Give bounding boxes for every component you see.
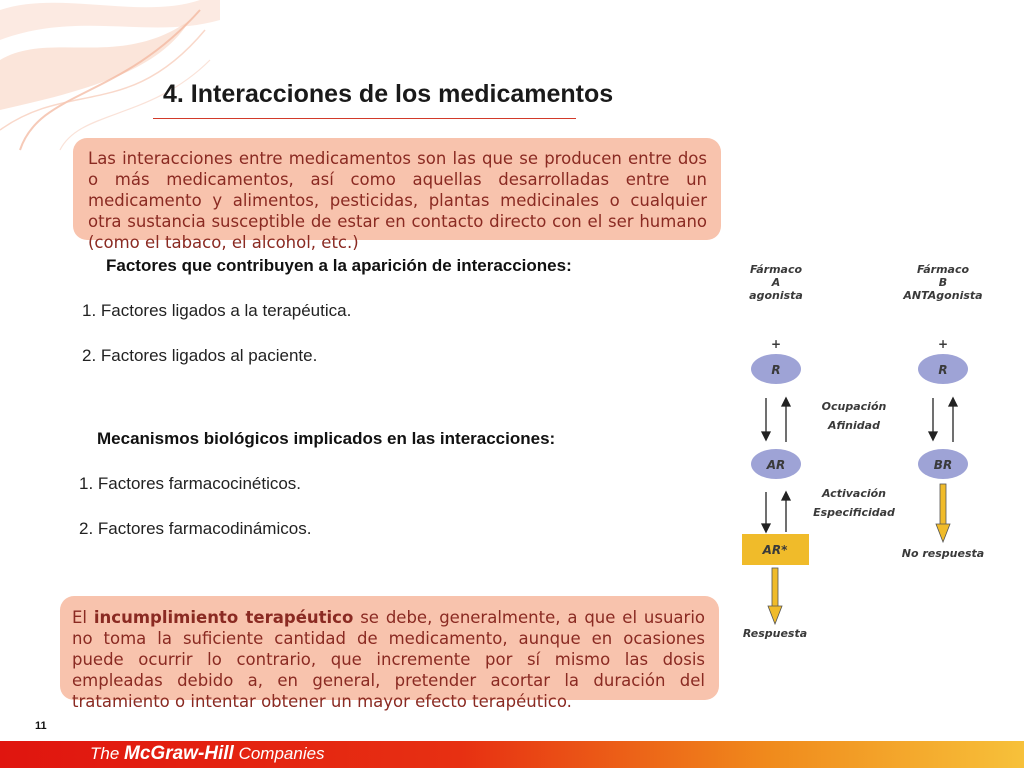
mechanisms-heading: Mecanismos biológicos implicados en las interacciones:: [97, 429, 556, 448]
no-response-label: No respuesta: [901, 547, 985, 560]
receptor-label-right: R: [938, 363, 948, 377]
factor-item: 1. Factores ligados a la terapéutica.: [82, 301, 352, 320]
plus-sign-right: +: [937, 337, 949, 351]
compliance-text: se debe, generalmente, a que el usuario no toma la suficiente cantidad de medicamento, aunque en ocasiones puede ocurrir lo contrario, que incremente por sí mismo las dosis empleadas debido a, en general, pretender acortar la duración del tratamiento o intentar obtener un mayor efecto terapéutico.: [72, 608, 706, 711]
response-label: Respuesta: [742, 627, 808, 640]
activated-complex-label: AR*: [762, 543, 788, 557]
factors-heading: Factores que contribuyen a la aparición de interacciones:: [106, 256, 572, 275]
compliance-prefix: El: [72, 608, 94, 627]
compliance-box: [60, 596, 719, 711]
definition-box: [73, 138, 721, 252]
title-underline: [153, 118, 576, 119]
receptor-label-left: R: [771, 363, 781, 377]
no-response-arrow: [936, 484, 950, 542]
footer-bar: [0, 741, 1024, 768]
activation-label-line: Activación: [822, 487, 886, 500]
definition-text: Las interacciones entre medicamentos son las que se producen entre dos o más medicamentos, así como aquellas desarrolladas entre un medicamento y alimentos, pesticidas, plantas medicinales o cualquier otra sustancia susceptible de estar en contacto directo con el ser humano (como el tabaco, el alcohol, etc.): [88, 149, 707, 252]
response-arrow: [768, 568, 782, 624]
activation-arrows-left: [762, 492, 790, 532]
left-header-line: Fármaco: [749, 263, 803, 276]
occupation-label-line: Ocupación: [821, 400, 887, 413]
antagonist-complex-label: BR: [933, 458, 953, 472]
mechanism-item: 2. Factores farmacodinámicos.: [79, 519, 312, 538]
left-header-line: A: [771, 276, 781, 289]
mechanism-item: 1. Factores farmacocinéticos.: [79, 474, 302, 493]
occupation-label-line: Afinidad: [828, 419, 880, 432]
factor-item: 2. Factores ligados al paciente.: [82, 346, 318, 365]
agonist-complex-label: AR: [766, 458, 786, 472]
receptor-diagram: [735, 258, 995, 648]
right-header-line: ANTAgonista: [903, 289, 983, 302]
plus-sign-left: +: [770, 337, 782, 351]
slide-title: 4. Interacciones de los medicamentos: [163, 80, 614, 108]
left-header-line: agonista: [749, 289, 803, 302]
right-header-line: B: [938, 276, 948, 289]
page-number: 11: [35, 720, 47, 732]
occupation-arrows-right: [929, 398, 957, 442]
occupation-arrows-left: [762, 398, 790, 442]
mcgraw-hill-logo: The McGraw-Hill Companies: [90, 743, 325, 764]
activation-label-line: Especificidad: [813, 506, 895, 519]
right-header-line: Fármaco: [916, 263, 970, 276]
compliance-bold-term: incumplimiento terapéutico: [93, 608, 354, 627]
